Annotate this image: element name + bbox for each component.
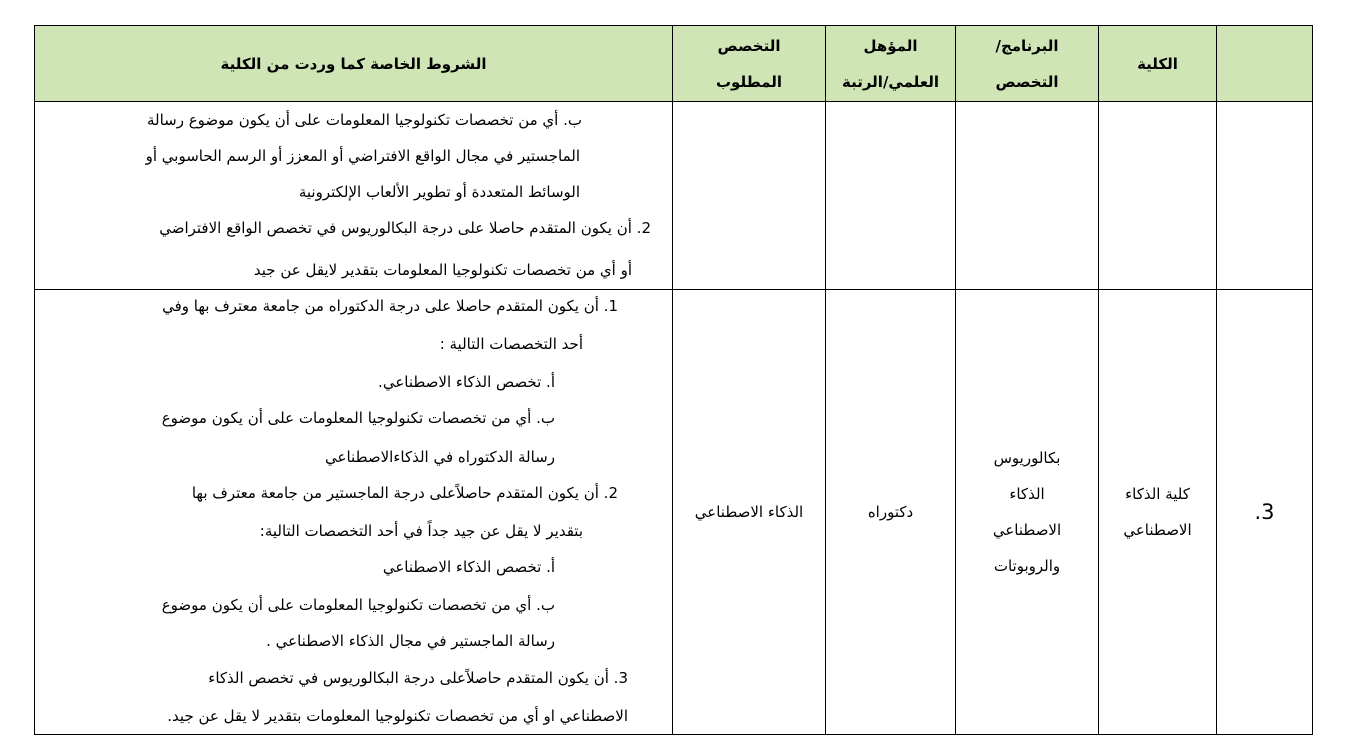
row-number: 3. — [1254, 500, 1275, 524]
program-name: بكالوريوس الذكاء الاصطناعي والروبوتات — [992, 449, 1062, 575]
condition-line: رسالة الماجستير في مجال الذكاء الاصطناعي . — [266, 632, 555, 650]
condition-line: ب. أي من تخصصات تكنولوجيا المعلومات على أن يكون موضوع — [161, 596, 555, 614]
condition-line: ب. أي من تخصصات تكنولوجيا المعلومات على أن يكون موضوع — [161, 409, 555, 427]
condition-line: 2. أن يكون المتقدم حاصلا على درجة البكالوريوس في تخصص الواقع الافتراضي — [159, 219, 651, 237]
header-program: البرنامج/ التخصص — [995, 36, 1059, 91]
condition-line: 2. أن يكون المتقدم حاصلاًعلى درجة الماجستير من جامعة معترف بها — [191, 484, 618, 502]
header-college: الكلية — [1137, 54, 1178, 73]
condition-line: أ. تخصص الذكاء الاصطناعي — [382, 558, 555, 576]
condition-line: أو أي من تخصصات تكنولوجيا المعلومات بتقدير لايقل عن جيد — [253, 261, 632, 279]
condition-line: ب. أي من تخصصات تكنولوجيا المعلومات على أن يكون موضوع رسالة — [146, 111, 582, 129]
condition-line: الوسائط المتعددة أو تطوير الألعاب الإلكترونية — [298, 183, 580, 201]
header-qualification: المؤهل العلمي/الرتبة — [841, 36, 940, 91]
requirements-table — [34, 25, 1313, 735]
header-conditions: الشروط الخاصة كما وردت من الكلية — [220, 54, 487, 73]
college-name: كلية الذكاء الاصطناعي — [1123, 485, 1192, 539]
condition-line: بتقدير لا يقل عن جيد جداً في أحد التخصصات التالية: — [259, 522, 583, 540]
condition-line: رسالة الدكتوراه في الذكاءالاصطناعي — [325, 448, 555, 466]
condition-line: 3. أن يكون المتقدم حاصلاًعلى درجة البكالوريوس في تخصص الذكاء — [208, 669, 628, 687]
condition-line: 1. أن يكون المتقدم حاصلا على درجة الدكتوراه من جامعة معترف بها وفي — [162, 297, 618, 315]
specialization-value: الذكاء الاصطناعي — [694, 503, 804, 521]
header-required-specialization: التخصص المطلوب — [715, 36, 783, 91]
qualification-value: دكتوراه — [867, 503, 914, 521]
condition-line: الماجستير في مجال الواقع الافتراضي أو المعزز أو الرسم الحاسوبي أو — [145, 147, 580, 165]
condition-line: أحد التخصصات التالية : — [439, 335, 583, 353]
condition-line: أ. تخصص الذكاء الاصطناعي. — [378, 373, 555, 391]
condition-line: الاصطناعي او أي من تخصصات تكنولوجيا المعلومات بتقدير لا يقل عن جيد. — [167, 707, 628, 725]
